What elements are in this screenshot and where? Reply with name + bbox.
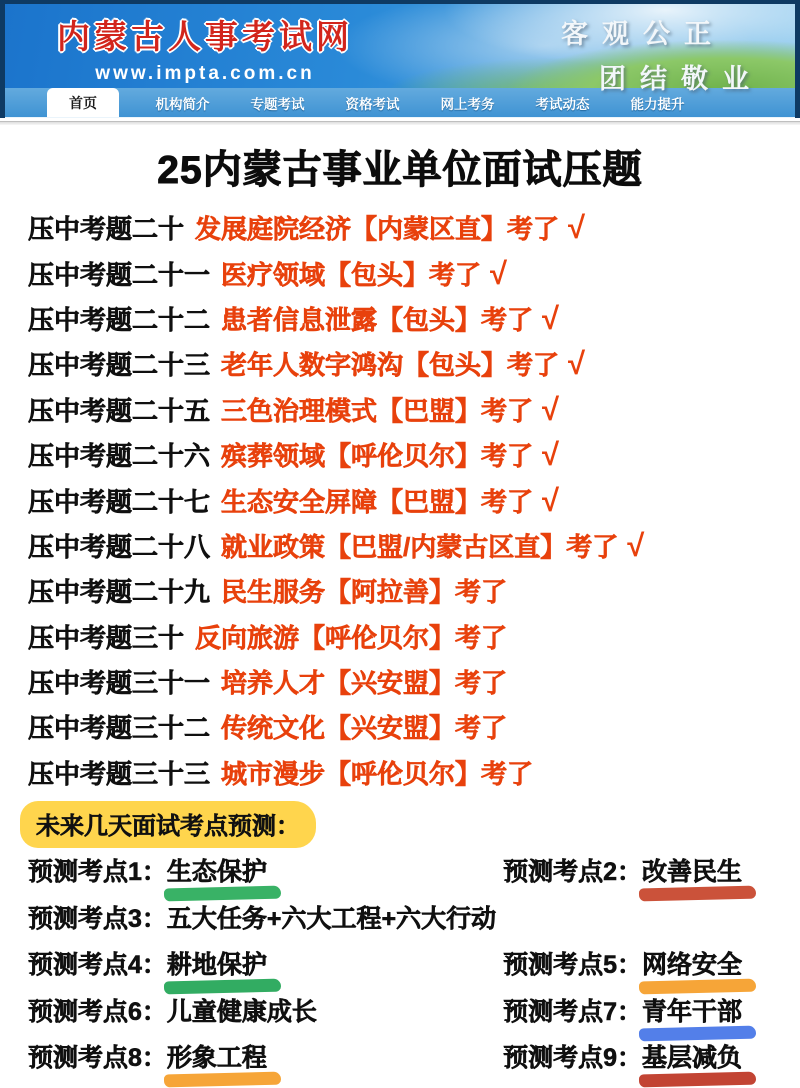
forecast-heading-wrap [20,803,800,845]
forecast-topic: 网络安全 [641,951,742,980]
forecast-label: 预测考点2： [503,858,642,887]
question-label: 压中考题二十二 [28,304,211,335]
forecast-topic: 生态保护 [166,858,267,887]
nav-tab[interactable] [325,88,420,117]
forecast-item [503,992,742,1028]
question-row [28,750,800,795]
question-row [28,477,800,522]
brush-underline-icon [639,1072,756,1088]
question-row [28,205,800,250]
question-topic: 三色治理模式【巴盟】考了 [221,395,534,426]
check-icon: √ [568,346,586,382]
forecast-topic-wrap [642,945,742,981]
question-label: 压中考题三十二 [28,713,211,744]
question-row [28,387,800,432]
page-title: 25内蒙古事业单位面试压题 [157,149,643,192]
forecast-item [28,992,317,1028]
forecast-label: 预测考点6： [28,997,167,1026]
question-label: 压中考题三十 [28,622,185,653]
question-row [28,568,800,613]
check-icon: √ [542,482,560,518]
forecast-topic-wrap [167,899,496,935]
forecast-row [0,894,800,941]
nav-tab-label: 机构简介 [155,96,210,112]
question-label: 压中考题二十七 [28,486,211,517]
question-label: 压中考题二十九 [28,577,211,608]
question-topic: 民生服务【阿拉善】考了 [221,577,508,608]
forecast-topic-wrap [167,945,267,981]
nav-tab[interactable] [47,88,119,117]
forecast-topic: 改善民生 [641,858,742,887]
question-label: 压中考题三十一 [28,668,211,699]
forecast-label: 预测考点3： [28,904,167,933]
brush-underline-icon [164,1072,281,1088]
question-topic: 城市漫步【呼伦贝尔】考了 [221,758,534,789]
slogan-line-2: 团结敬业 [599,64,763,95]
check-icon: √ [542,437,560,473]
forecast-item [28,945,267,981]
nav-tab[interactable] [230,88,325,117]
nav-tab[interactable] [420,88,515,117]
forecast-topic-wrap [167,852,267,888]
question-row [28,704,800,749]
forecast-item [28,899,496,935]
site-logo[interactable] [57,11,353,85]
check-icon: √ [542,391,560,427]
forecast-list [0,847,800,1080]
question-topic: 医疗领域【包头】考了 [221,259,482,290]
question-topic: 生态安全屏障【巴盟】考了 [221,486,534,517]
question-topic: 患者信息泄露【包头】考了 [221,304,534,335]
forecast-row [0,987,800,1034]
question-label: 压中考题二十三 [28,350,211,381]
question-topic: 反向旅游【呼伦贝尔】考了 [195,622,508,653]
forecast-topic: 形象工程 [166,1044,267,1073]
question-row [28,614,800,659]
forecast-topic-wrap [642,852,742,888]
nav-tab-label: 资格考试 [345,96,400,112]
question-topic: 就业政策【巴盟/内蒙古区直】考了 [221,531,619,562]
forecast-item [503,852,742,888]
forecast-row [0,847,800,894]
nav-tab-label: 专题考试 [250,96,305,112]
nav-tab[interactable] [135,88,230,117]
question-topic: 老年人数字鸿沟【包头】考了 [221,350,560,381]
question-label: 压中考题二十六 [28,441,211,472]
forecast-label: 预测考点9： [503,1044,642,1073]
forecast-label: 预测考点1： [28,858,167,887]
check-icon: √ [627,527,645,563]
question-label: 压中考题三十三 [28,758,211,789]
forecast-label: 预测考点4： [28,951,167,980]
question-label: 压中考题二十五 [28,395,211,426]
nav-tab-label: 网上考务 [440,96,495,112]
forecast-topic-wrap [642,992,742,1028]
site-header [0,0,800,118]
forecast-label: 预测考点5： [503,951,642,980]
question-topic: 培养人才【兴安盟】考了 [221,668,508,699]
check-icon: √ [568,210,586,246]
question-row [28,432,800,477]
question-row [28,250,800,295]
slogan-line-1: 客观公正 [561,19,725,50]
question-topic: 发展庭院经济【内蒙区直】考了 [195,214,560,245]
site-slogan [561,12,763,96]
forecast-item [503,945,742,981]
forecast-topic: 青年干部 [641,997,742,1026]
forecast-label: 预测考点8： [28,1044,167,1073]
nav-divider [0,121,800,125]
question-row [28,296,800,341]
forecast-row [0,940,800,987]
site-url: www.impta.com.cn [95,63,315,84]
question-topic: 传统文化【兴安盟】考了 [221,713,508,744]
question-row [28,523,800,568]
forecast-heading: 未来几天面试考点预测： [20,801,316,848]
check-icon: √ [542,300,560,336]
question-topic: 殡葬领域【呼伦贝尔】考了 [221,441,534,472]
question-label: 压中考题二十一 [28,259,211,290]
nav-tab-label: 首页 [69,94,97,111]
check-icon: √ [490,255,508,291]
question-row [28,659,800,704]
forecast-row [0,1033,800,1080]
question-list [0,201,800,795]
question-row [28,341,800,386]
question-label: 压中考题二十 [28,214,185,245]
forecast-label: 预测考点7： [503,997,642,1026]
forecast-topic-wrap [167,992,317,1028]
site-name: 内蒙古人事考试网 [57,17,353,56]
forecast-item [28,852,267,888]
header-banner [5,4,795,95]
forecast-topic: 儿童健康成长 [166,997,317,1026]
forecast-topic: 五大任务+六大工程+六大行动 [166,904,497,933]
forecast-topic: 耕地保护 [166,951,267,980]
nav-tab-label: 能力提升 [630,96,685,112]
question-label: 压中考题二十八 [28,531,211,562]
forecast-topic: 基层减负 [641,1044,742,1073]
nav-tab-label: 考试动态 [535,96,590,112]
